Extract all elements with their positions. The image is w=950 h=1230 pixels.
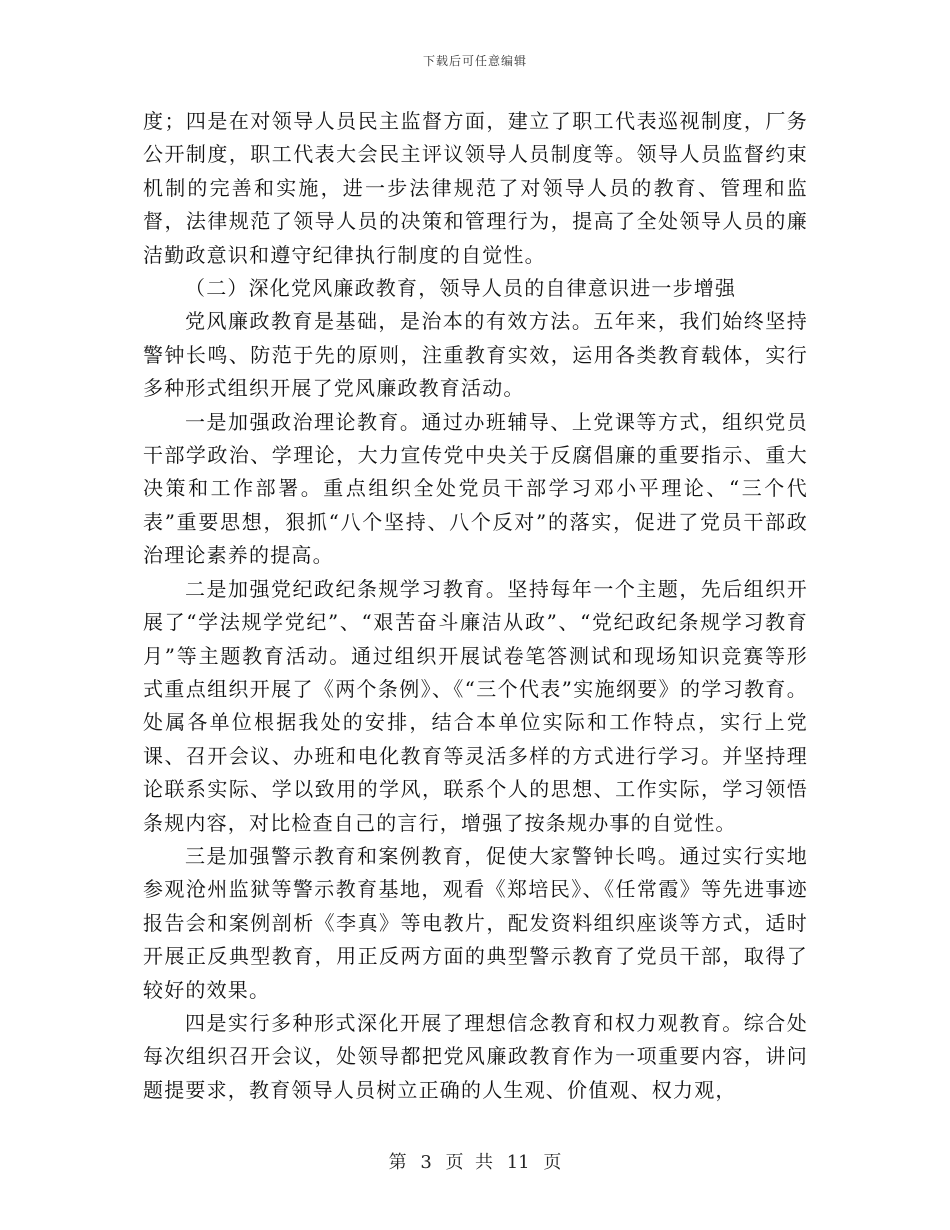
paragraph: 一是加强政治理论教育。通过办班辅导、上党课等方式，组织党员干部学政治、学理论，大力宣传党中央关于反腐倡廉的重要指示、重大决策和工作部署。重点组织全处党员干部学习邓小平理论、“三个代表”重要思想，狠抓“八个坚持、八个反对”的落实，促进了党员干部政治理论素养的提高。 (143, 409, 808, 568)
page-header: 下载后可任意编辑 (422, 54, 527, 68)
paragraph: 四是实行多种形式深化开展了理想信念教育和权力观教育。综合处每次组织召开会议，处领导都把党风廉政教育作为一项重要内容，讲问题提要求，教育领导人员树立正确的人生观、价值观、权力观， (143, 1010, 808, 1102)
paragraph: 党风廉政教育是基础，是治本的有效方法。五年来，我们始终坚持警钟长鸣、防范于先的原则，注重教育实效，运用各类教育载体，实行多种形式组织开展了党风廉政教育活动。 (143, 309, 808, 401)
document-body (143, 105, 808, 1107)
current-page-number: 3 (420, 1152, 432, 1173)
footer-suffix: 页 (543, 1152, 562, 1173)
section-heading: （二）深化党风廉政教育，领导人员的自律意识进一步增强 (185, 276, 737, 301)
paragraph: 二是加强党纪政纪条规学习教育。坚持每年一个主题，先后组织开展了“学法规学党纪”、“艰苦奋斗廉洁从政”、“党纪政纪条规学习教育月”等主题教育活动。通过组织开展试卷笔答测试和现场知识竞赛等形式重点组织开展了《两个条例》、《“三个代表”实施纲要》的学习教育。处属各单位根据我处的安排，结合本单位实际和工作特点，实行上党课、召开会议、办班和电化教育等灵活多样的方式进行学习。并坚持理论联系实际、学以致用的学风，联系个人的思想、工作实际，学习领悟条规内容，对比检查自己的言行，增强了按条规办事的自觉性。 (143, 576, 808, 835)
footer-prefix: 第 (388, 1152, 407, 1173)
paragraph: 三是加强警示教育和案例教育，促使大家警钟长鸣。通过实行实地参观沧州监狱等警示教育基地，观看《郑培民》、《任常霞》等先进事迹报告会和案例剖析《李真》等电教片，配发资料组织座谈等方式，适时开展正反典型教育，用正反两方面的典型警示教育了党员干部，取得了较好的效果。 (143, 843, 808, 1002)
footer-middle: 页 共 (445, 1152, 493, 1173)
paragraph-continuation: 度；四是在对领导人员民主监督方面，建立了职工代表巡视制度，厂务公开制度，职工代表大会民主评议领导人员制度等。领导人员监督约束机制的完善和实施，进一步法律规范了对领导人员的教育、管理和监督，法律规范了领导人员的决策和管理行为，提高了全处领导人员的廉洁勤政意识和遵守纪律执行制度的自觉性。 (143, 109, 808, 267)
page-footer (0, 1148, 950, 1174)
total-page-count: 11 (506, 1152, 530, 1173)
